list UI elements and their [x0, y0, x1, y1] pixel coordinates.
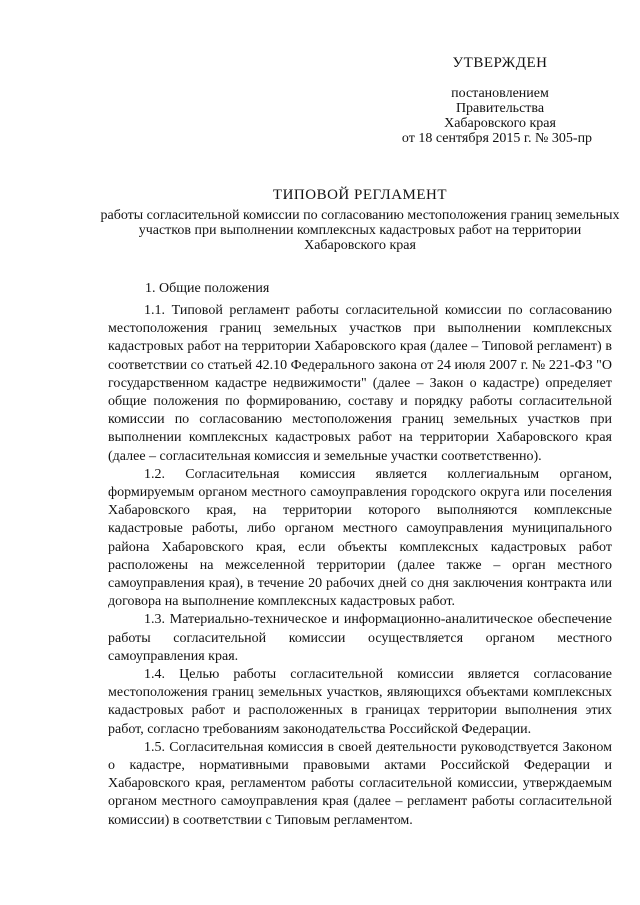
approval-line-2: Правительства [455, 101, 545, 116]
paragraph-1-3: 1.3. Материально-техническое и информационно-аналитическое обеспечение работы согласительной комиссии осуществляется органом местного самоуправления края. [108, 612, 612, 664]
document-title: ТИПОВОЙ РЕГЛАМЕНТ [272, 187, 448, 203]
section-heading: 1. Общие положения [145, 281, 270, 296]
document-body [108, 302, 612, 830]
paragraph-1-1: 1.1. Типовой регламент работы согласительной комиссии по согласованию местоположения границ земельных участков при выполнении комплексных кадастровых работ на территории Хабаровского края (далее – Типовой регламент) в соответствии со статьей 42.10 Федерального закона от 24 июля 2007 г. № 221-ФЗ "О государственном кадастре недвижимости" (далее – Закон о кадастре) определяет общие положения по формированию, составу и порядку работы согласительной комиссии по согласованию местоположения границ земельных участков при выполнении комплексных кадастровых работ на территории Хабаровского края (далее – согласительная комиссия и земельные участки соответственно). [108, 303, 612, 464]
approval-date-line: от 18 сентября 2015 г. № 305-пр [401, 131, 593, 146]
approval-stamp [390, 56, 610, 146]
approval-line-1: постановлением [451, 86, 549, 101]
document-subtitle: работы согласительной комиссии по согласованию местоположения границ земельных участков при выполнении комплексных кадастровых работ на территории Хабаровского края [100, 208, 620, 253]
paragraph-1-5: 1.5. Согласительная комиссия в своей деятельности руководствуется Законом о кадастре, нормативными правовыми актами Российской Федерации и Хабаровского края, регламентом работы согласительной комиссии, утверждаемым органом местного самоуправления края (далее – регламент работы согласительной комиссии) в соответствии с Типовым регламентом. [108, 739, 612, 828]
paragraph-1-2: 1.2. Согласительная комиссия является коллегиальным органом, формируемым органом местного самоуправления городского округа или поселения Хабаровского края, на территории которого выполняются комплексные кадастровые работы, либо органом местного самоуправления муниципального района Хабаровского края, если объекты комплексных кадастровых работ расположены на межселенной территории (далее также – орган местного самоуправления края), в течение 20 рабочих дней со дня заключения контракта или договора на выполнение комплексных кадастровых работ. [108, 466, 612, 610]
approval-heading: УТВЕРЖДЕН [452, 55, 548, 71]
paragraph-1-4: 1.4. Целью работы согласительной комиссии является согласование местоположения границ земельных участков, являющихся объектами комплексных кадастровых работ и расположенных в границах территории выполнения этих работ, согласно требованиям законодательства Российской Федерации. [108, 667, 612, 737]
approval-line-3: Хабаровского края [444, 116, 556, 131]
